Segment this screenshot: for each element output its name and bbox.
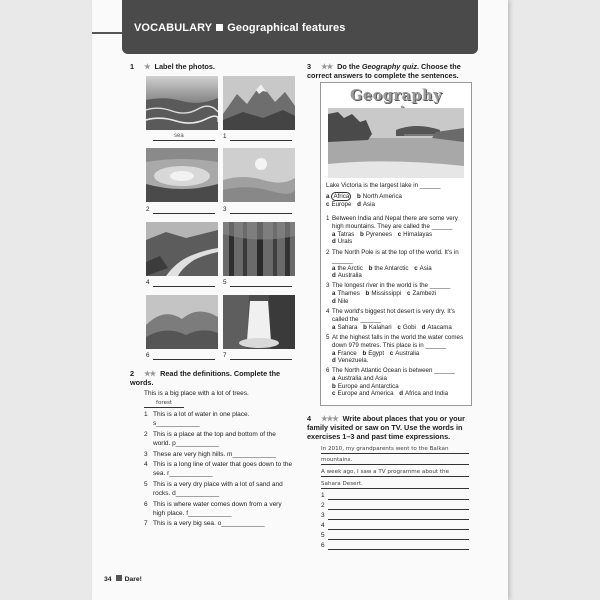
lake-photo [146, 148, 218, 202]
option[interactable] [357, 193, 402, 201]
example-line: In 2010, my grandparents went to the Balkan [321, 446, 449, 452]
option[interactable] [363, 324, 391, 332]
option-text: Tatras [337, 230, 355, 238]
option[interactable] [398, 231, 432, 239]
option-text: Zambezi [412, 289, 437, 297]
line-number: 4 [321, 522, 325, 529]
option[interactable] [422, 324, 452, 332]
option-text: Australia and Asia [337, 374, 387, 382]
question-options [326, 231, 471, 247]
option[interactable] [399, 390, 448, 398]
square-bullet-icon [116, 575, 122, 581]
item-number: 6 [144, 501, 148, 508]
quiz-example [326, 182, 471, 208]
caption-number: 6 [146, 352, 150, 359]
instruction-emphasis: Geography quiz [361, 62, 417, 71]
option-text: Europe [331, 200, 352, 208]
quiz-question [326, 249, 471, 280]
option-text: Europe and Antarctica [337, 382, 399, 390]
option-letter: b [362, 349, 367, 357]
question-stem: The North Atlantic Ocean is between ______ [332, 367, 455, 374]
question-options [326, 193, 471, 209]
quiz-title: Geography [349, 87, 443, 104]
writing-line [321, 453, 469, 454]
option[interactable] [332, 272, 362, 280]
item-number: 5 [144, 481, 148, 488]
exercise-2-heading [130, 369, 300, 387]
item-text: This is a long line of water that goes down to the sea. r____________ [153, 461, 293, 477]
difficulty-stars: ★★ [144, 369, 156, 378]
option[interactable] [407, 290, 436, 298]
question-stem: The world's biggest hot desert is very dry. It's called the ______ [332, 308, 455, 323]
example-sentence: This is a big place with a lot of trees. [144, 390, 249, 397]
exercise-3-heading [307, 62, 472, 80]
answer-line[interactable] [230, 286, 292, 287]
quiz-question [326, 215, 471, 246]
option-text: Asia [362, 200, 375, 208]
item-number: 3 [144, 451, 148, 458]
option-letter: b [365, 289, 370, 297]
book-title: Dare! [124, 576, 142, 583]
section-title [134, 22, 345, 34]
exercise-instruction: Write about places that you or your family visited or saw on TV. Use the words in exercises 1–3 and past time expressions. [307, 414, 465, 441]
option-text: Thames [337, 289, 360, 297]
question-stem: The North Pole is at the top of the world. It's in ______ [332, 249, 459, 264]
definition-item [144, 481, 294, 498]
option[interactable] [397, 324, 416, 332]
exercise-instruction: Label the photos. [154, 62, 215, 71]
exercise-instruction: Read the definitions. Complete the words. [130, 369, 281, 387]
answer-line[interactable] [153, 359, 215, 360]
option[interactable] [369, 265, 409, 273]
caption-number: 7 [223, 352, 227, 359]
item-text: This is a very big sea. o____________ [153, 520, 265, 527]
option[interactable] [332, 390, 394, 398]
definition-item [144, 431, 294, 448]
definition-item [144, 411, 294, 428]
question-stem: The longest river in the world is the ______ [332, 282, 451, 289]
desert-photo [223, 148, 295, 202]
geography-quiz-box [320, 82, 472, 406]
writing-line [321, 476, 469, 477]
option-text-selected: Africa [333, 192, 350, 200]
answer-line[interactable] [230, 359, 292, 360]
option-text: Pyrenees [365, 230, 392, 238]
item-text: This is where water comes down from a very high place. f____________ [153, 501, 282, 517]
line-number: 2 [321, 502, 325, 509]
photo-caption [223, 278, 295, 287]
section-label: VOCABULARY [134, 22, 213, 34]
instruction-part: Do the [337, 62, 362, 71]
forest-photo [223, 222, 295, 276]
answer-line[interactable] [230, 140, 292, 141]
question-options [326, 375, 471, 398]
answer-line[interactable] [153, 213, 215, 214]
question-options [326, 324, 471, 332]
quiz-question [326, 282, 471, 305]
photo-caption [223, 205, 295, 214]
photo-caption [146, 205, 218, 214]
caption-answer: sea [174, 133, 184, 139]
lake-victoria-photo [328, 108, 464, 178]
photo-caption [146, 132, 218, 141]
question-number: 4 [326, 308, 330, 315]
item-number: 2 [144, 431, 148, 438]
workbook-page [92, 0, 508, 600]
option-text: Australia [337, 272, 362, 280]
item-text: This is a lot of water in one place. s____________ [153, 411, 250, 427]
option-text: Urals [337, 238, 353, 246]
sea-photo [146, 76, 218, 130]
question-stem: Between India and Nepal there are some very high mountains. They are called the ______ [332, 215, 458, 230]
hills-photo [146, 295, 218, 349]
option[interactable] [326, 201, 351, 209]
option[interactable] [332, 375, 387, 383]
caption-number: 2 [146, 206, 150, 213]
option[interactable] [366, 290, 402, 298]
photo-caption [146, 351, 218, 360]
option[interactable] [414, 265, 432, 273]
option[interactable] [332, 324, 357, 332]
exercise-number: 3 [307, 62, 312, 71]
option-letter: c [397, 323, 401, 331]
option-letter: d [332, 272, 336, 280]
photo-caption [146, 278, 218, 287]
writing-line[interactable] [328, 509, 469, 510]
option-letter: a [332, 230, 336, 238]
line-number: 1 [321, 492, 325, 499]
option-text: Egypt [368, 349, 385, 357]
option-letter: c [406, 289, 411, 297]
caption-number: 5 [223, 279, 227, 286]
option[interactable] [332, 238, 352, 246]
line-number: 6 [321, 542, 325, 549]
option[interactable] [332, 298, 348, 306]
option-text: Nile [337, 297, 349, 305]
writing-line [321, 488, 469, 489]
river-photo [146, 222, 218, 276]
definition-item [144, 501, 294, 518]
option[interactable] [360, 231, 392, 239]
option[interactable] [390, 350, 420, 358]
option-letter: d [357, 200, 361, 208]
caption-number: 1 [223, 133, 227, 140]
question-options [326, 350, 471, 366]
option-text: Himalayas [403, 230, 433, 238]
option-text: Venezuela. [337, 357, 369, 365]
exercise-number: 1 [130, 62, 135, 71]
option[interactable] [332, 350, 357, 358]
option-text: Atacama [427, 323, 452, 331]
option-letter: a [332, 374, 336, 382]
option-letter: c [326, 200, 330, 208]
item-number: 1 [144, 411, 148, 418]
section-topic: Geographical features [227, 22, 346, 34]
question-number: 1 [326, 215, 330, 222]
item-number: 4 [144, 461, 148, 468]
answer-line[interactable] [153, 286, 215, 287]
page-number: 34 [104, 576, 112, 583]
option[interactable] [332, 265, 363, 273]
example-line: A week ago, I saw a TV programme about the [321, 469, 450, 475]
writing-line [321, 464, 469, 465]
option-letter: b [368, 264, 373, 272]
option-text: the Antarctic [374, 264, 409, 272]
caption-number: 3 [223, 206, 227, 213]
header-rule [92, 32, 122, 34]
answer-line[interactable] [153, 140, 215, 141]
option[interactable] [332, 357, 368, 365]
caption-number: 4 [146, 279, 150, 286]
exercise-number: 2 [130, 369, 135, 378]
question-options [326, 265, 471, 281]
answer-line[interactable] [230, 213, 292, 214]
option-text: the Arctic [337, 264, 363, 272]
option-text: Europe and America [337, 390, 394, 398]
exercise-1-heading [130, 62, 215, 71]
option-letter: d [332, 357, 336, 365]
quiz-question [326, 308, 471, 331]
option-letter: d [332, 238, 336, 246]
writing-line[interactable] [328, 549, 469, 550]
writing-line[interactable] [328, 539, 469, 540]
option-text: Australia [395, 349, 420, 357]
option-letter: a [326, 192, 330, 200]
option-text: Mississippi [371, 289, 402, 297]
option[interactable] [332, 290, 360, 298]
question-stem: Lake Victoria is the largest lake in ______ [326, 182, 441, 189]
option-letter: c [397, 230, 402, 238]
option-text: Gobi [402, 323, 416, 331]
writing-line[interactable] [328, 499, 469, 500]
option-letter: b [363, 323, 367, 331]
option-letter: a [332, 323, 336, 331]
line-number: 5 [321, 532, 325, 539]
example-answer: forest [156, 400, 173, 406]
line-number: 3 [321, 512, 325, 519]
mountains-photo [223, 76, 295, 130]
example-line: Sahara Desert. [321, 481, 363, 487]
question-options [326, 290, 471, 306]
option-text: North America [362, 192, 402, 200]
option-text: Kalahari [368, 323, 392, 331]
option-text: Asia [419, 264, 432, 272]
item-text: This is a place at the top and bottom of the world. p____________ [153, 431, 276, 447]
option[interactable] [332, 231, 354, 239]
option-letter: d [399, 390, 404, 398]
definition-item [144, 520, 294, 529]
option-letter: a [332, 264, 336, 272]
option-letter: a [332, 349, 336, 357]
option-letter: d [421, 323, 426, 331]
example-line: mountains. [321, 457, 353, 463]
difficulty-stars: ★★ [321, 62, 333, 71]
item-number: 7 [144, 520, 148, 527]
item-text: These are very high hills. m____________ [153, 451, 276, 458]
section-header [122, 0, 478, 54]
definition-item [144, 461, 294, 478]
difficulty-stars: ★ [144, 62, 150, 71]
option-text: Sahara [337, 323, 358, 331]
waterfall-photo [223, 295, 295, 349]
square-bullet-icon [216, 24, 223, 31]
definition-item [144, 451, 294, 460]
question-stem: At the highest falls in the world the water comes down 979 metres. This place is in ______ [332, 334, 464, 349]
option-text: Africa and India [405, 390, 449, 398]
page-footer [104, 575, 142, 583]
option-letter: c [389, 349, 394, 357]
question-number: 6 [326, 367, 330, 374]
option-letter: a [332, 289, 336, 297]
question-number: 3 [326, 282, 330, 289]
difficulty-stars: ★★★ [321, 414, 338, 423]
question-number: 5 [326, 334, 330, 341]
photo-caption [223, 351, 295, 360]
option-letter: c [332, 390, 336, 398]
option-letter: b [357, 192, 361, 200]
question-number: 2 [326, 249, 330, 256]
writing-line[interactable] [328, 519, 469, 520]
option[interactable] [357, 201, 375, 209]
option-letter: b [332, 382, 336, 390]
option[interactable] [326, 193, 351, 201]
answer-line [144, 407, 184, 408]
photo-caption [223, 132, 295, 141]
exercise-4-heading [307, 414, 475, 441]
option[interactable] [332, 383, 399, 391]
exercise-number: 4 [307, 414, 312, 423]
option-letter: c [414, 264, 418, 272]
option[interactable] [362, 350, 384, 358]
instruction-part: . Choose the correct answers to complete the sentences. [307, 62, 461, 80]
option-text: France [337, 349, 357, 357]
option-letter: b [360, 230, 364, 238]
item-text: This is a very dry place with a lot of sand and rocks. d____________ [153, 481, 283, 497]
writing-line[interactable] [328, 529, 469, 530]
quiz-question [326, 367, 471, 398]
quiz-question [326, 334, 471, 365]
option-letter: d [332, 297, 336, 305]
